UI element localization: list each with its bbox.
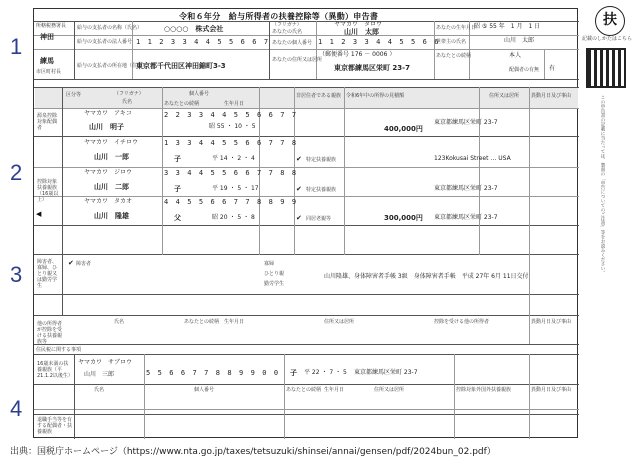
birthdate: 昭 ⑤ 55 年 1 月 1 日 [474, 23, 541, 30]
under16-address: 東京都練馬区栄町 23-7 [354, 369, 418, 376]
section-d-label: 他の所得者が控除を受ける扶養親族等 [37, 321, 63, 345]
furigana-label: （フリガナ） [272, 22, 302, 28]
col-income: 令和6年中の所得の見積額 [346, 93, 405, 99]
applicant-name: 山川 太郎 [344, 28, 379, 36]
address-label: あなたの住所又は居所 [272, 57, 323, 63]
retirement-label: 退職手当等を有する配偶者・扶養親族 [37, 417, 73, 435]
col-nonresident: 非居住者である親族 [296, 93, 342, 99]
city-value: 練馬 [40, 57, 54, 65]
dependent-1-check: ✔ [296, 155, 302, 163]
spouse-number: 2 2 3 3 4 4 5 5 6 6 7 7 [164, 111, 298, 119]
dependent-1-name: 山川 一郎 [94, 153, 129, 161]
dependent-1-special: 特定扶養親族 [306, 157, 337, 163]
dependent-2-birth: 平 19 ・ 5 ・ 17 [212, 185, 259, 192]
section-c-note: 山川隆雄、身体障害者手帳 3級 身体障害者手帳 平成 27年 6月 11日交付 [324, 273, 529, 280]
col-address: 住所又は居所 [489, 93, 520, 99]
section-4-col-foreign: 控除対象外国外扶養親族 [456, 387, 512, 393]
dependent-3-relation: 父 [174, 214, 181, 222]
employer-number: 1 1 2 3 3 4 4 5 5 6 6 7 [136, 38, 270, 46]
dependent-3-special: 同居老親等 [306, 216, 332, 222]
col-relation: あなたとの続柄 [164, 101, 200, 107]
dependent-1-furigana: ヤマカワ イチロウ [84, 139, 139, 146]
spouse-birth: 昭 55 ・ 10 ・ 5 [209, 123, 256, 130]
qr-code [586, 48, 626, 88]
form-title: 令和６年分 給与所得者の扶養控除等（異動）申告書 [179, 12, 379, 21]
employer-name: ○○○○ 株式会社 [164, 25, 224, 33]
dependent-2-name: 山川 二郎 [94, 183, 129, 191]
relationship-label: あなたとの続柄 [436, 53, 472, 59]
spouse-address: 東京都練馬区栄町 23-7 [434, 119, 498, 126]
dependent-3-name: 山川 隆雄 [94, 212, 129, 220]
fu-stamp: 扶 [595, 6, 625, 36]
under16-relation: 子 [290, 369, 297, 377]
spouse-value: 有 [549, 65, 556, 72]
dependent-1-number: 1 3 3 4 4 5 5 6 6 7 7 8 [164, 139, 298, 147]
dependent-3-address: 東京都練馬区栄町 23-7 [434, 214, 498, 221]
applicant-address: 東京都練馬区栄町 23-7 [334, 64, 410, 72]
option-working-student: 勤労学生 [264, 281, 285, 287]
section-d-col-birth: 生年月日 [224, 319, 245, 325]
side-notes: この申告書の記載に当たっては、裏面の「申告についてのご注意」等をお読みください。 [600, 95, 605, 275]
dependent-2-relation: 子 [174, 185, 181, 193]
employer-number-label: 給与の支払者の法人番号 [77, 39, 133, 45]
tax-form [33, 8, 578, 438]
dependent-2-special: 特定扶養親族 [306, 187, 337, 193]
tax-office-label: 所轄税務署長 [36, 23, 67, 29]
option-disabled-check: ✔ [68, 259, 74, 267]
section-number-4: 4 [10, 396, 23, 421]
city-label: 市区町村長 [36, 69, 62, 75]
section-b-label: 控除対象扶養親族（16歳以上） [37, 179, 59, 203]
personal-number-label: あなたの個人番号 [272, 40, 313, 46]
section-d-col-other: 控除を受ける他の所得者 [434, 319, 490, 325]
applicant-furigana: ヤマカワ タロウ [334, 21, 383, 28]
col-kubun: 区分等 [66, 92, 82, 98]
section-a-label: 源泉控除対象配偶者 [37, 113, 58, 131]
spouse-furigana: ヤマカワ アキコ [84, 110, 132, 117]
employer-address-label: 給与の支払者の所在地（住所） [77, 63, 148, 69]
applicant-name-label: あなたの氏名 [272, 29, 303, 35]
head-of-household: 山川 太郎 [504, 37, 535, 44]
section-4-col-name: 氏名 [94, 387, 105, 393]
dependent-3-income: 300,000円 [384, 214, 423, 222]
employer-address: 東京都千代田区神田錦町3-3 [136, 62, 226, 70]
section-number-1: 1 [10, 34, 23, 59]
dependent-3-furigana: ヤマカワ タカオ [84, 198, 133, 205]
side-marker-icon: ◀ [36, 210, 42, 218]
col-number: 個人番号 [189, 91, 210, 97]
dependent-1-address: 123Kokusai Street … USA [434, 155, 511, 162]
birthdate-label: あなたの生年月日 [436, 25, 477, 31]
section-4-col-relation: あなたとの続柄 [286, 387, 322, 393]
col-change: 異動月日及び事由 [531, 93, 572, 99]
spouse-name: 山川 明子 [89, 123, 124, 131]
postcode: （郵便番号 176 － 0006 ） [319, 51, 396, 58]
col-furigana: （フリガナ） [114, 91, 144, 97]
section-4-col-birth: 生年月日 [324, 387, 345, 393]
section-number-2: 2 [10, 160, 23, 185]
qr-caption: 記載のしかたはこちら [582, 36, 633, 42]
dependent-1-birth: 平 14 ・ 2 ・ 4 [212, 155, 255, 162]
dependent-2-check: ✔ [296, 185, 302, 193]
source-caption: 出典：国税庁ホームページ（https://www.nta.go.jp/taxes/tetsuzuki/shinsei/annai/gensen/pdf/2024bun_02.pdf） [10, 447, 496, 457]
dependent-2-furigana: ヤマカワ ジロウ [84, 169, 133, 176]
under16-number: 5 5 6 6 7 7 8 8 9 9 0 0 [146, 369, 280, 377]
relationship: 本人 [509, 52, 522, 59]
under16-label: 16歳未満の扶養親族（平21.1.2以後生） [37, 361, 73, 379]
col-name: 氏名 [122, 99, 133, 105]
spouse-income: 400,000円 [384, 125, 423, 133]
section-4-col-address: 住所又は居所 [374, 387, 405, 393]
section-number-3: 3 [10, 262, 23, 287]
dependent-2-number: 3 3 4 4 5 5 6 6 7 7 8 8 [164, 169, 298, 177]
section-d-col-relation: あなたとの続柄 [184, 319, 220, 325]
dependent-3-check: ✔ [296, 214, 302, 222]
resident-tax-label: 住民税に関する事項 [36, 347, 82, 353]
option-disabled: 障害者 [76, 261, 92, 267]
section-4-col-change: 異動月日及び事由 [531, 387, 572, 393]
dependent-1-relation: 子 [174, 155, 181, 163]
section-d-col-address: 住所又は居所 [324, 319, 355, 325]
personal-number: 1 1 2 3 3 4 4 5 5 6 6 [318, 38, 441, 46]
section-c-label: 障害者、寡婦、ひとり親又は勤労学生 [37, 259, 58, 289]
option-widow: 寡婦 [264, 261, 275, 267]
section-d-col-name: 氏名 [114, 319, 125, 325]
spouse-label: 配偶者の有無 [509, 67, 540, 73]
tax-office-value: 神田 [40, 33, 54, 41]
dependent-2-address: 東京都練馬区栄町 23-7 [434, 185, 498, 192]
section-4-col-number: 個人番号 [194, 387, 215, 393]
under16-furigana: ヤマカワ サブロウ [78, 359, 133, 366]
under16-name: 山川 三郎 [84, 371, 115, 378]
option-single-parent: ひとり親 [264, 271, 285, 277]
dependent-3-number: 4 4 5 5 6 6 7 7 8 8 9 9 [164, 198, 298, 206]
head-of-household-label: 世帯主の氏名 [436, 39, 467, 45]
col-birth: 生年月日 [224, 101, 245, 107]
dependent-3-birth: 昭 20 ・ 5 ・ 8 [212, 214, 255, 221]
section-d-col-change: 異動月日及び事由 [531, 319, 572, 325]
under16-birth: 平 22 ・ 7 ・ 5 [304, 369, 347, 376]
employer-name-label: 給与の支払者の名称（氏名） [77, 25, 143, 31]
